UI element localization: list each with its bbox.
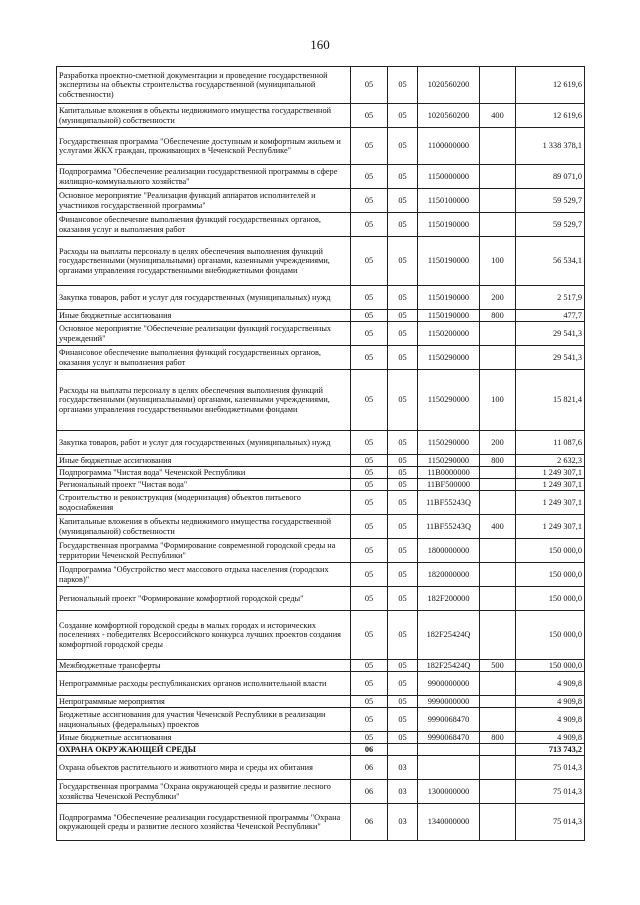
cell-rz: 05: [351, 322, 388, 346]
cell-csr: 9990000000: [418, 696, 480, 708]
cell-vr: [480, 611, 516, 660]
cell-name: Расходы на выплаты персоналу в целях обеспечения выполнения функций государственными (муниципальными) органами, казенными учреждениями, органами управления государственными внебюджетными фондами: [57, 370, 351, 431]
cell-rz: 05: [351, 479, 388, 491]
table-row: [57, 455, 585, 467]
cell-vr: [480, 346, 516, 370]
cell-pr: 05: [388, 431, 418, 455]
cell-vr: [480, 539, 516, 563]
cell-name: Государственная программа "Охрана окружающей среды и развитие лесного хозяйства Чеченской Республики": [57, 780, 351, 804]
table-row: [57, 479, 585, 491]
cell-csr: 1150290000: [418, 346, 480, 370]
cell-name: Закупка товаров, работ и услуг для государственных (муниципальных) нужд: [57, 431, 351, 455]
cell-sum: 477,7: [516, 310, 585, 322]
cell-vr: [480, 672, 516, 696]
cell-name: Подпрограмма "Обеспечение реализации государственной программы в сфере жилищно-коммунального хозяйства": [57, 165, 351, 189]
cell-vr: 100: [480, 237, 516, 286]
cell-csr: 1300000000: [418, 780, 480, 804]
cell-rz: 05: [351, 189, 388, 213]
cell-sum: 89 071,0: [516, 165, 585, 189]
cell-rz: 05: [351, 213, 388, 237]
cell-vr: [480, 479, 516, 491]
cell-rz: 05: [351, 346, 388, 370]
cell-name: Региональный проект "Формирование комфортной городской среды": [57, 587, 351, 611]
cell-rz: 05: [351, 467, 388, 479]
cell-name: Основное мероприятие "Реализация функций аппаратов исполнителей и участников государственной программы": [57, 189, 351, 213]
cell-rz: 05: [351, 696, 388, 708]
cell-vr: [480, 322, 516, 346]
cell-name: ОХРАНА ОКРУЖАЮЩЕЙ СРЕДЫ: [57, 744, 351, 756]
cell-sum: 15 821,4: [516, 370, 585, 431]
table-row: [57, 515, 585, 539]
table-row: [57, 491, 585, 515]
cell-pr: 03: [388, 780, 418, 804]
cell-name: Государственная программа "Формирование современной городской среды на территории Чеченской Республики": [57, 539, 351, 563]
cell-sum: 1 249 307,1: [516, 515, 585, 539]
cell-pr: 05: [388, 696, 418, 708]
cell-sum: 29 541,3: [516, 322, 585, 346]
cell-vr: [480, 128, 516, 165]
cell-name: Непрограммные мероприятия: [57, 696, 351, 708]
cell-name: Государственная программа "Обеспечение доступным и комфортным жильем и услугами ЖКХ граждан, проживающих в Чеченской Республике": [57, 128, 351, 165]
cell-name: Межбюджетные трансферты: [57, 660, 351, 672]
cell-csr: 9990068470: [418, 732, 480, 744]
cell-name: Закупка товаров, работ и услуг для государственных (муниципальных) нужд: [57, 286, 351, 310]
cell-rz: 05: [351, 732, 388, 744]
cell-rz: 06: [351, 744, 388, 756]
cell-rz: 05: [351, 237, 388, 286]
cell-sum: 59 529,7: [516, 189, 585, 213]
cell-csr: 182F25424Q: [418, 611, 480, 660]
cell-rz: 05: [351, 672, 388, 696]
cell-pr: 05: [388, 322, 418, 346]
cell-sum: 1 249 307,1: [516, 491, 585, 515]
cell-pr: 05: [388, 237, 418, 286]
cell-sum: 12 619,6: [516, 104, 585, 128]
cell-vr: [480, 696, 516, 708]
cell-csr: 1150290000: [418, 455, 480, 467]
cell-name: Региональный проект "Чистая вода": [57, 479, 351, 491]
cell-rz: 05: [351, 165, 388, 189]
cell-vr: [480, 467, 516, 479]
table-row: [57, 587, 585, 611]
cell-vr: 800: [480, 455, 516, 467]
table-row: [57, 67, 585, 104]
cell-sum: 150 000,0: [516, 539, 585, 563]
cell-sum: 150 000,0: [516, 587, 585, 611]
cell-csr: 1340000000: [418, 804, 480, 841]
cell-pr: 05: [388, 128, 418, 165]
cell-csr: 1150100000: [418, 189, 480, 213]
cell-csr: 182F25424Q: [418, 660, 480, 672]
cell-csr: 1020560200: [418, 67, 480, 104]
table-row: [57, 431, 585, 455]
cell-pr: 05: [388, 67, 418, 104]
cell-name: Расходы на выплаты персоналу в целях обеспечения выполнения функций государственными (муниципальными) органами, казенными учреждениями, органами управления государственными внебюджетными фондами: [57, 237, 351, 286]
cell-name: Подпрограмма "Обеспечение реализации государственной программы "Охрана окружающей среды и развитие лесного хозяйства Чеченской Республики": [57, 804, 351, 841]
cell-pr: 05: [388, 539, 418, 563]
cell-vr: [480, 213, 516, 237]
cell-vr: 800: [480, 310, 516, 322]
table-row: [57, 310, 585, 322]
cell-pr: 05: [388, 104, 418, 128]
cell-vr: [480, 780, 516, 804]
table-row: [57, 467, 585, 479]
cell-pr: 03: [388, 804, 418, 841]
cell-sum: 1 338 378,1: [516, 128, 585, 165]
table-row: [57, 104, 585, 128]
cell-vr: 200: [480, 431, 516, 455]
cell-name: Бюджетные ассигнования для участия Чеченской Республики в реализации национальных (федеральных) проектов: [57, 708, 351, 732]
cell-pr: 05: [388, 491, 418, 515]
cell-vr: 200: [480, 286, 516, 310]
cell-pr: 03: [388, 756, 418, 780]
cell-csr: [418, 744, 480, 756]
table-row: [57, 780, 585, 804]
cell-sum: 150 000,0: [516, 660, 585, 672]
cell-vr: [480, 587, 516, 611]
budget-table: [56, 66, 585, 841]
cell-vr: [480, 491, 516, 515]
cell-name: Подпрограмма "Чистая вода" Чеченской Республики: [57, 467, 351, 479]
cell-sum: 2 517,9: [516, 286, 585, 310]
cell-sum: 12 619,6: [516, 67, 585, 104]
cell-rz: 06: [351, 780, 388, 804]
table-row: [57, 539, 585, 563]
table-row: [57, 672, 585, 696]
cell-csr: 11BF55243Q: [418, 491, 480, 515]
cell-rz: 05: [351, 431, 388, 455]
table-row: [57, 696, 585, 708]
cell-pr: 05: [388, 515, 418, 539]
cell-pr: 05: [388, 467, 418, 479]
cell-csr: 1150290000: [418, 370, 480, 431]
cell-name: Финансовое обеспечение выполнения функций государственных органов, оказания услуг и выполнения работ: [57, 346, 351, 370]
cell-sum: 713 743,2: [516, 744, 585, 756]
cell-sum: 1 249 307,1: [516, 467, 585, 479]
table-row: [57, 756, 585, 780]
cell-pr: 05: [388, 310, 418, 322]
cell-rz: 05: [351, 67, 388, 104]
cell-vr: 100: [480, 370, 516, 431]
cell-rz: 06: [351, 756, 388, 780]
cell-pr: 05: [388, 708, 418, 732]
cell-rz: 05: [351, 104, 388, 128]
cell-pr: 05: [388, 346, 418, 370]
cell-sum: 150 000,0: [516, 563, 585, 587]
cell-csr: 9900000000: [418, 672, 480, 696]
cell-name: Иные бюджетные ассигнования: [57, 732, 351, 744]
table-row: [57, 213, 585, 237]
table-row: [57, 744, 585, 756]
cell-rz: 05: [351, 660, 388, 672]
cell-name: Подпрограмма "Обустройство мест массового отдыха населения (городских парков)": [57, 563, 351, 587]
cell-pr: [388, 744, 418, 756]
cell-name: Иные бюджетные ассигнования: [57, 310, 351, 322]
table-row: [57, 165, 585, 189]
table-row: [57, 322, 585, 346]
cell-csr: 182F200000: [418, 587, 480, 611]
cell-vr: 500: [480, 660, 516, 672]
table-row: [57, 237, 585, 286]
cell-csr: [418, 756, 480, 780]
cell-sum: 75 014,3: [516, 756, 585, 780]
cell-csr: 1100000000: [418, 128, 480, 165]
cell-csr: 1800000000: [418, 539, 480, 563]
cell-vr: 400: [480, 104, 516, 128]
cell-csr: 11BF500000: [418, 479, 480, 491]
table-row: [57, 563, 585, 587]
cell-sum: 2 632,3: [516, 455, 585, 467]
cell-rz: 05: [351, 515, 388, 539]
cell-sum: 150 000,0: [516, 611, 585, 660]
cell-pr: 05: [388, 660, 418, 672]
table-row: [57, 286, 585, 310]
cell-rz: 05: [351, 370, 388, 431]
cell-vr: [480, 67, 516, 104]
cell-vr: [480, 756, 516, 780]
cell-pr: 05: [388, 455, 418, 467]
cell-rz: 05: [351, 611, 388, 660]
cell-rz: 05: [351, 310, 388, 322]
cell-csr: 1150290000: [418, 431, 480, 455]
cell-rz: 05: [351, 708, 388, 732]
cell-name: Капитальные вложения в объекты недвижимого имущества государственной (муниципальной) собственности: [57, 104, 351, 128]
cell-csr: 1820000000: [418, 563, 480, 587]
cell-vr: 800: [480, 732, 516, 744]
cell-pr: 05: [388, 286, 418, 310]
cell-vr: [480, 708, 516, 732]
cell-csr: 1150190000: [418, 237, 480, 286]
cell-csr: 1150190000: [418, 213, 480, 237]
cell-sum: 59 529,7: [516, 213, 585, 237]
cell-rz: 06: [351, 804, 388, 841]
cell-rz: 05: [351, 128, 388, 165]
cell-name: Непрограммные расходы республиканских органов исполнительной власти: [57, 672, 351, 696]
cell-sum: 11 087,6: [516, 431, 585, 455]
cell-name: Создание комфортной городской среды в малых городах и исторических поселениях - победителях Всероссийского конкурса лучших проектов создания комфортной городской среды: [57, 611, 351, 660]
cell-name: Капитальные вложения в объекты недвижимого имущества государственной (муниципальной) собственности: [57, 515, 351, 539]
cell-sum: 4 909,8: [516, 672, 585, 696]
cell-pr: 05: [388, 611, 418, 660]
cell-rz: 05: [351, 455, 388, 467]
table-row: [57, 189, 585, 213]
cell-rz: 05: [351, 563, 388, 587]
cell-pr: 05: [388, 479, 418, 491]
cell-pr: 05: [388, 213, 418, 237]
cell-sum: 75 014,3: [516, 780, 585, 804]
cell-csr: 1150000000: [418, 165, 480, 189]
cell-csr: 9990068470: [418, 708, 480, 732]
page-number: 160: [310, 37, 330, 52]
cell-sum: 4 909,8: [516, 708, 585, 732]
cell-vr: 400: [480, 515, 516, 539]
cell-rz: 05: [351, 491, 388, 515]
cell-name: Разработка проектно-сметной документации и проведение государственной экспертизы на объекты строительства государственной (муниципальной собственности): [57, 67, 351, 104]
cell-vr: [480, 563, 516, 587]
table-row: [57, 660, 585, 672]
cell-csr: 11B0000000: [418, 467, 480, 479]
cell-vr: [480, 189, 516, 213]
cell-sum: 75 014,3: [516, 804, 585, 841]
table-row: [57, 611, 585, 660]
table-row: [57, 346, 585, 370]
cell-sum: 1 249 307,1: [516, 479, 585, 491]
cell-name: Охрана объектов растительного и животного мира и среды их обитания: [57, 756, 351, 780]
cell-pr: 05: [388, 563, 418, 587]
cell-name: Строительство и реконструкция (модернизация) объектов питьевого водоснабжения: [57, 491, 351, 515]
cell-pr: 05: [388, 370, 418, 431]
cell-csr: 1020560200: [418, 104, 480, 128]
cell-csr: 11BF55243Q: [418, 515, 480, 539]
cell-csr: 1150190000: [418, 286, 480, 310]
cell-name: Финансовое обеспечение выполнения функций государственных органов, оказания услуг и выполнения работ: [57, 213, 351, 237]
cell-name: Основное мероприятие "Обеспечение реализации функций государственных учреждений": [57, 322, 351, 346]
table-row: [57, 128, 585, 165]
table-row: [57, 370, 585, 431]
cell-sum: 29 541,3: [516, 346, 585, 370]
table-row: [57, 804, 585, 841]
cell-pr: 05: [388, 587, 418, 611]
cell-sum: 56 534,1: [516, 237, 585, 286]
cell-rz: 05: [351, 539, 388, 563]
cell-vr: [480, 744, 516, 756]
cell-vr: [480, 165, 516, 189]
cell-csr: 1150200000: [418, 322, 480, 346]
cell-csr: 1150190000: [418, 310, 480, 322]
cell-rz: 05: [351, 286, 388, 310]
cell-sum: 4 909,8: [516, 696, 585, 708]
cell-vr: [480, 804, 516, 841]
cell-rz: 05: [351, 587, 388, 611]
cell-pr: 05: [388, 732, 418, 744]
budget-table-body: [57, 67, 585, 841]
cell-pr: 05: [388, 165, 418, 189]
cell-sum: 4 909,8: [516, 732, 585, 744]
cell-pr: 05: [388, 189, 418, 213]
table-row: [57, 708, 585, 732]
cell-pr: 05: [388, 672, 418, 696]
cell-name: Иные бюджетные ассигнования: [57, 455, 351, 467]
table-row: [57, 732, 585, 744]
